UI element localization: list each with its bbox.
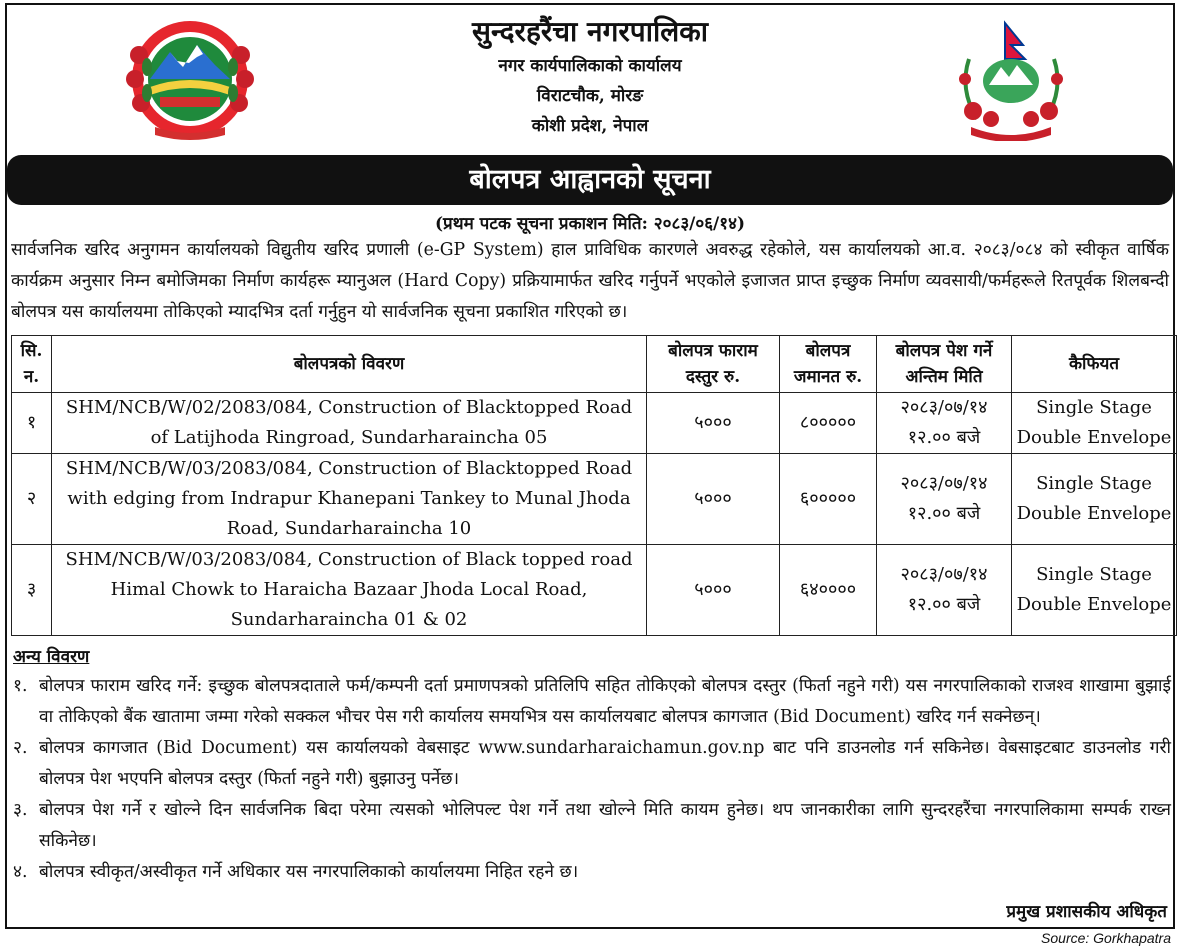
signature: प्रमुख प्रशासकीय अधिकृत bbox=[1006, 902, 1167, 922]
header-description: बोलपत्रको विवरण bbox=[52, 336, 647, 393]
header-security: बोलपत्र जमानत रु. bbox=[780, 336, 877, 393]
list-item bbox=[13, 795, 1171, 857]
row-description: SHM/NCB/W/03/2083/084, Construction of Black topped road Himal Chowk to Haraicha Bazaar Jhoda Local Road, Sundarharaincha 01 & 02 bbox=[52, 545, 647, 636]
list-item bbox=[13, 671, 1171, 733]
note-text: बोलपत्र कागजात (Bid Document) यस कार्यालयको वेबसाइट www.sundarharaichamun.gov.np बाट पनि डाउनलोड गर्न सकिनेछ। वेबसाइटबाट डाउनलोड गरी बोलपत्र पेश भएपनि बोलपत्र दस्तुर (फिर्ता नहुने गरी) बुझाउनु पर्नेछ। bbox=[39, 738, 1171, 789]
office-province: कोशी प्रदेश, नेपाल bbox=[531, 116, 649, 136]
note-number: ४. bbox=[13, 862, 28, 882]
deadline-time: १२.०० बजे bbox=[907, 594, 981, 615]
row-remarks bbox=[1012, 545, 1177, 636]
header-text bbox=[357, 13, 823, 141]
row-description: SHM/NCB/W/02/2083/084, Construction of Blacktopped Road of Latijhoda Ringroad, Sundarharaincha 05 bbox=[52, 393, 647, 454]
table-header-row bbox=[12, 336, 1177, 393]
row-deadline bbox=[877, 454, 1012, 545]
bid-table bbox=[11, 335, 1177, 636]
notice-header bbox=[7, 5, 1173, 155]
remarks-line-2: Double Envelope bbox=[1016, 427, 1172, 448]
nepal-coat-of-arms-icon bbox=[949, 19, 1074, 141]
municipality-emblem-icon bbox=[125, 17, 255, 142]
other-details bbox=[13, 645, 1171, 888]
row-sn: १ bbox=[12, 393, 52, 454]
deadline-date: २०८३/०७/१४ bbox=[900, 564, 988, 585]
row-sn: ३ bbox=[12, 545, 52, 636]
remarks-line-1: Single Stage bbox=[1036, 397, 1152, 418]
note-text: बोलपत्र स्वीकृत/अस्वीकृत गर्ने अधिकार यस नगरपालिकाको कार्यालयमा निहित रहने छ। bbox=[39, 862, 579, 882]
row-sn: २ bbox=[12, 454, 52, 545]
remarks-line-2: Double Envelope bbox=[1016, 503, 1172, 524]
office-address: विराटचौक, मोरङ bbox=[536, 86, 644, 106]
note-number: २. bbox=[13, 738, 28, 758]
row-form-fee: ५००० bbox=[647, 454, 780, 545]
header-form-fee: बोलपत्र फाराम दस्तुर रु. bbox=[647, 336, 780, 393]
row-deadline bbox=[877, 545, 1012, 636]
org-name: सुन्दरहरैंचा नगरपालिका bbox=[472, 15, 708, 48]
note-text: बोलपत्र पेश गर्ने र खोल्ने दिन सार्वजनिक बिदा परेमा त्यसको भोलिपल्ट पेश गर्ने तथा खोल्ने मिति कायम हुनेछ। थप जानकारीका लागि सुन्दरहरैंचा नगरपालिकामा सम्पर्क राख्न सकिनेछ। bbox=[39, 800, 1171, 851]
deadline-time: १२.०० बजे bbox=[907, 503, 981, 524]
intro-paragraph: सार्वजनिक खरिद अनुगमन कार्यालयको विद्युतीय खरिद प्रणाली (e-GP System) हाल प्राविधिक कारणले अवरुद्ध रहेकोले, यस कार्यालयको आ.व. २०८३/०८४ को स्वीकृत वार्षिक कार्यक्रम अनुसार निम्न बमोजिमका निर्माण कार्यहरू म्यानुअल (Hard Copy) प्रक्रियामार्फत खरिद गर्नुपर्ने भएकोले इजाजत प्राप्त इच्छुक निर्माण व्यवसायी/फर्महरूले रितपूर्वक शिलबन्दी बोलपत्र यस कार्यालयमा तोकिएको म्यादभित्र दर्ता गर्नुहुन यो सार्वजनिक सूचना प्रकाशित गरिएको छ। bbox=[11, 240, 1169, 322]
deadline-date: २०८३/०७/१४ bbox=[900, 397, 988, 418]
header-sn: सि. न. bbox=[12, 336, 52, 393]
row-remarks bbox=[1012, 454, 1177, 545]
note-number: १. bbox=[13, 676, 28, 696]
table-row bbox=[12, 393, 1177, 454]
row-security: ६००००० bbox=[780, 454, 877, 545]
deadline-time: १२.०० बजे bbox=[907, 427, 981, 448]
header-remarks: कैफियत bbox=[1012, 336, 1177, 393]
row-deadline bbox=[877, 393, 1012, 454]
note-number: ३. bbox=[13, 800, 28, 820]
row-security: ६४०००० bbox=[780, 545, 877, 636]
list-item bbox=[13, 857, 1171, 888]
remarks-line-1: Single Stage bbox=[1036, 473, 1152, 494]
notice-frame bbox=[5, 3, 1175, 929]
table-row bbox=[12, 545, 1177, 636]
row-remarks bbox=[1012, 393, 1177, 454]
note-text: बोलपत्र फाराम खरिद गर्ने: इच्छुक बोलपत्रदाताले फर्म/कम्पनी दर्ता प्रमाणपत्रको प्रतिलिपि सहित तोकिएको बोलपत्र दस्तुर (फिर्ता नहुने गरी) यस नगरपालिकाको राजश्व शाखामा बुझाई वा तोकिएको बैंक खातामा जम्मा गरेको सक्कल भौचर पेस गरी कार्यालय समयभित्र यस कार्यालयबाट बोलपत्र कागजात (Bid Document) खरिद गर्न सक्नेछन्। bbox=[39, 676, 1171, 727]
notice-title: बोलपत्र आह्वानको सूचना bbox=[469, 164, 711, 195]
remarks-line-2: Double Envelope bbox=[1016, 594, 1172, 615]
notice-title-bar bbox=[7, 155, 1173, 205]
row-form-fee: ५००० bbox=[647, 545, 780, 636]
office-name: नगर कार्यपालिकाको कार्यालय bbox=[498, 56, 682, 76]
table-row bbox=[12, 454, 1177, 545]
row-description: SHM/NCB/W/03/2083/084, Construction of Blacktopped Road with edging from Indrapur Khanepani Tankey to Munal Jhoda Road, Sundarharaincha 10 bbox=[52, 454, 647, 545]
other-details-title: अन्य विवरण bbox=[13, 647, 90, 667]
row-security: ८००००० bbox=[780, 393, 877, 454]
publication-date: (प्रथम पटक सूचना प्रकाशन मिति: २०८३/०६/१४) bbox=[435, 214, 745, 234]
row-form-fee: ५००० bbox=[647, 393, 780, 454]
source-credit: Source: Gorkhapatra bbox=[1041, 930, 1171, 946]
deadline-date: २०८३/०७/१४ bbox=[900, 473, 988, 494]
header-deadline: बोलपत्र पेश गर्ने अन्तिम मिति bbox=[877, 336, 1012, 393]
list-item bbox=[13, 733, 1171, 795]
remarks-line-1: Single Stage bbox=[1036, 564, 1152, 585]
